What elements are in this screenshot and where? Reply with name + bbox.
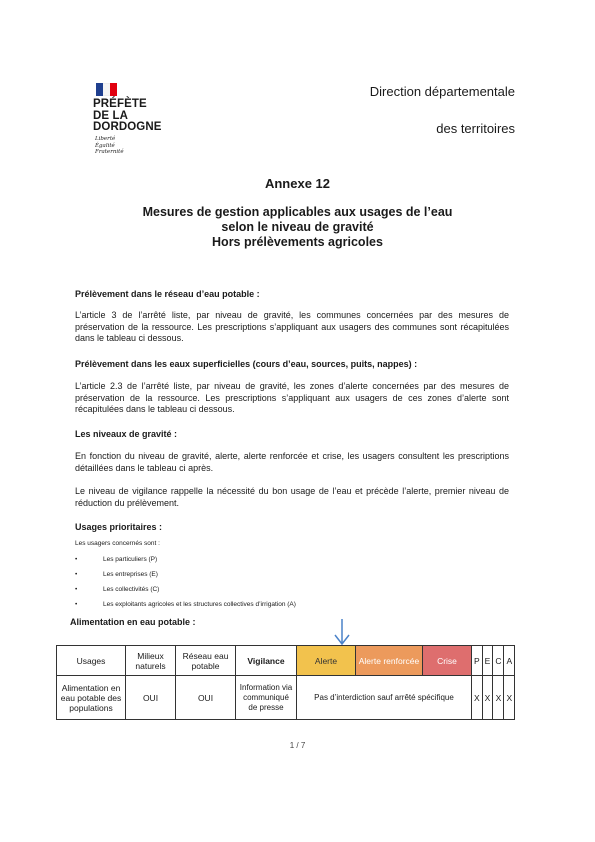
cell-milieux: OUI: [126, 676, 176, 720]
list-item-text: Les exploitants agricoles et les structures collectives d’irrigation (A): [103, 601, 296, 608]
section-paragraph: En fonction du niveau de gravité, alerte, alerte renforcée et crise, les usagers consultent les prescriptions détaillées dans le tableau ci après.: [75, 451, 509, 473]
logo-line: PRÉFÈTE: [93, 98, 147, 110]
list-item-text: Les collectivités (C): [103, 586, 160, 593]
cell-e: X: [482, 676, 493, 720]
cell-usage: Alimentation en eau potable des populations: [57, 676, 126, 720]
header-usages: Usages: [57, 646, 126, 676]
header-alerte: Alerte: [297, 646, 356, 676]
cell-vigilance: Information via communiqué de presse: [236, 676, 297, 720]
header-crise: Crise: [423, 646, 472, 676]
logo-line: DE LA: [93, 109, 128, 122]
bullet-icon: •: [75, 586, 78, 593]
logo-name: [93, 99, 162, 134]
table-row: [57, 676, 515, 720]
cell-c: X: [493, 676, 504, 720]
bullet-icon: •: [75, 601, 78, 608]
motto-line: Égalité: [95, 142, 115, 149]
page-number: 1 / 7: [289, 741, 306, 750]
header-milieux: Milieux naturels: [126, 646, 176, 676]
section-heading: Usages prioritaires :: [75, 522, 163, 532]
section-heading: Les niveaux de gravité :: [75, 429, 178, 439]
section-intro: Les usagers concernés sont :: [75, 540, 160, 547]
annexe-title: Annexe 12: [264, 176, 331, 191]
header-reseau: Réseau eau potable: [176, 646, 236, 676]
measures-table: [56, 645, 515, 720]
header-p: P: [472, 646, 483, 676]
header-e: E: [482, 646, 493, 676]
title-line: selon le niveau de gravité: [221, 220, 374, 234]
logo-line: DORDOGNE: [93, 121, 162, 133]
logo-motto: [95, 136, 124, 156]
section-heading: Alimentation en eau potable :: [70, 617, 196, 627]
bullet-icon: •: [75, 571, 78, 578]
title-line: Mesures de gestion applicables aux usages de l’eau: [142, 205, 453, 219]
motto-line: Liberté: [95, 136, 116, 142]
motto-line: Fraternité: [95, 149, 124, 155]
section-paragraph: L’article 3 de l’arrêté liste, par niveau de gravité, les communes concernées par des mesures de préservation de la ressource. Les prescriptions s’appliquant aux usagers des communes sont récapitulées dans le tableau ci dessous.: [75, 310, 509, 343]
header-vigilance: Vigilance: [236, 646, 297, 676]
list-item-text: Les entreprises (E): [103, 571, 158, 578]
cell-mesure: Pas d’interdiction sauf arrêté spécifique: [297, 676, 472, 720]
header-direction: Direction départementale: [369, 84, 515, 99]
section-heading: Prélèvement dans les eaux superficielles (cours d’eau, sources, puits, nappes) :: [75, 359, 418, 369]
header-c: C: [493, 646, 504, 676]
cell-reseau: OUI: [176, 676, 236, 720]
list-item-text: Les particuliers (P): [103, 556, 158, 563]
down-arrow-icon: [330, 618, 354, 646]
header-a: A: [504, 646, 515, 676]
bullet-icon: •: [75, 556, 78, 563]
cell-p: X: [472, 676, 483, 720]
section-heading: Prélèvement dans le réseau d’eau potable :: [75, 289, 260, 299]
title-line: Hors prélèvements agricoles: [212, 235, 383, 249]
marianne-flag-icon: [96, 83, 118, 96]
table-header-row: [57, 646, 515, 676]
section-paragraph: L’article 2.3 de l’arrêté liste, par niveau de gravité, les zones d’alerte concernées par des mesures de préservation de la ressource. Les prescriptions s’appliquant aux usagers de ces zones d’alerte sont récapitulées dans le tableau ci dessous.: [75, 381, 509, 414]
document-title: [0, 205, 595, 250]
section-paragraph: Le niveau de vigilance rappelle la nécessité du bon usage de l’eau et précède l’alerte, premier niveau de réduction du prélèvement.: [75, 486, 509, 508]
cell-a: X: [504, 676, 515, 720]
header-alerte-renforcee: Alerte renforcée: [356, 646, 423, 676]
header-territoires: des territoires: [436, 121, 515, 136]
